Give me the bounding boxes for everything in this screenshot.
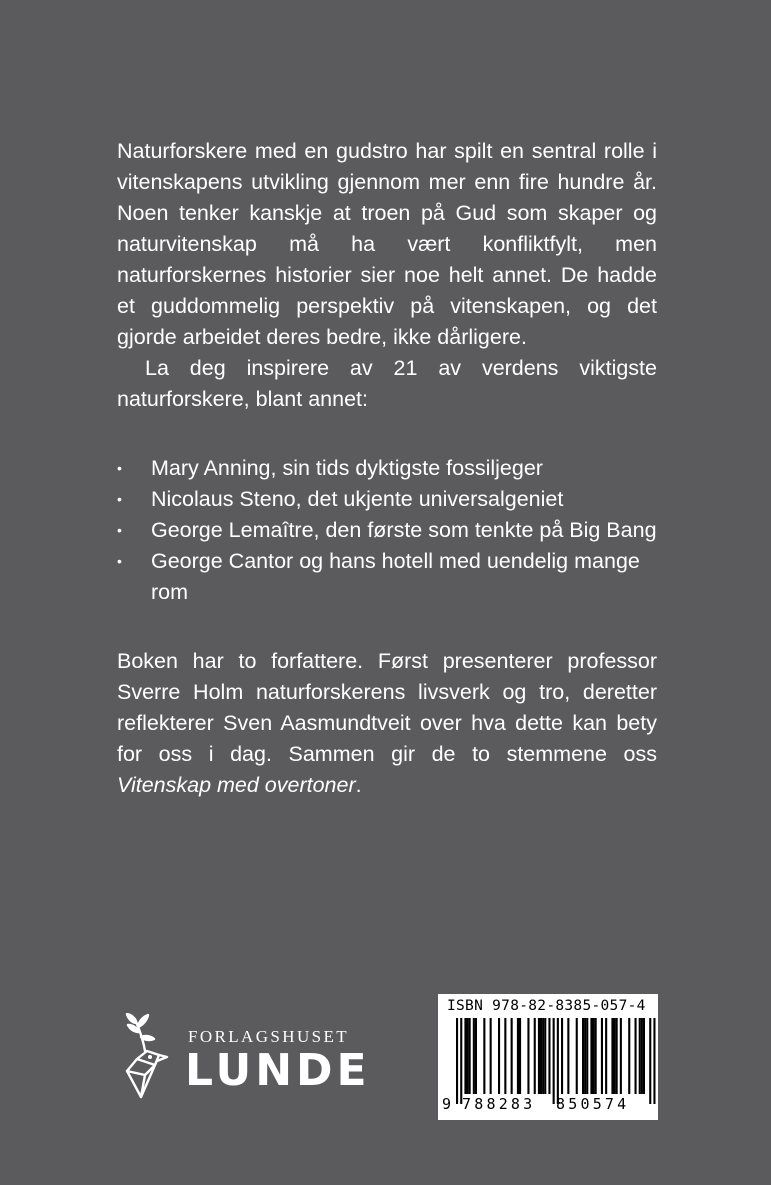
barcode-bar — [576, 1018, 578, 1094]
barcode-bar — [620, 1018, 622, 1094]
barcode-bar — [498, 1018, 500, 1094]
barcode-bar — [584, 1018, 586, 1094]
bullet-icon: • — [117, 460, 122, 476]
barcode-bar — [649, 1018, 651, 1104]
barcode-bar — [553, 1018, 555, 1104]
barcode-bar — [595, 1018, 597, 1094]
barcode-bar — [483, 1018, 485, 1094]
barcode-digit-first: 9 — [442, 1095, 452, 1113]
barcode-bar — [519, 1018, 521, 1094]
barcode-bar — [586, 1018, 588, 1094]
barcode-bar — [464, 1018, 466, 1094]
barcode-bar — [460, 1018, 462, 1104]
barcode-bar — [643, 1018, 645, 1094]
barcode-bar — [611, 1018, 613, 1094]
barcode-bar — [641, 1018, 643, 1094]
barcode-bar — [601, 1018, 603, 1094]
bullet-icon: • — [117, 522, 122, 538]
intro-paragraph: Naturforskere med en gudstro har spilt en sentral rolle i vitenskapens utvikling gjennom mer enn fire hundre år. Noen tenker kanskje at troen på Gud som skaper og naturvitenskap må ha vært konfliktfylt, men naturforskernes historier sier noe helt annet. De hadde et guddommelig perspektiv på vitenskapen, og det gjorde arbeidet deres bedre, ikke dårligere. — [117, 139, 657, 349]
bullet-icon: • — [117, 491, 122, 507]
barcode-bar — [582, 1018, 584, 1094]
back-cover-text — [117, 136, 657, 801]
publisher-logo — [121, 1013, 381, 1103]
book-title: Vitenskap med overtoner — [117, 773, 356, 797]
barcode-bar — [593, 1018, 595, 1094]
barcode-bar — [605, 1018, 607, 1094]
barcode-bar — [653, 1018, 655, 1104]
barcode-digits-right: 850574 — [556, 1095, 630, 1113]
isbn-barcode — [438, 994, 658, 1120]
list-item: • Mary Anning, sin tids dyktigste fossiljeger — [117, 453, 657, 484]
barcode-bar — [557, 1018, 559, 1104]
barcode-bar — [540, 1018, 542, 1094]
barcode-bar — [504, 1018, 506, 1094]
publisher-name-top: FORLAGSHUSET — [188, 1027, 350, 1046]
barcode-bar — [527, 1018, 529, 1094]
barcode-bar — [590, 1018, 592, 1094]
scientist-list — [117, 453, 657, 608]
barcode-bar — [628, 1018, 630, 1094]
barcode-bar — [469, 1018, 471, 1094]
barcode-bar — [548, 1018, 550, 1094]
barcode-bar — [614, 1018, 616, 1094]
bullet-icon: • — [117, 553, 122, 569]
barcode-bar — [475, 1018, 477, 1094]
list-item: • Nicolaus Steno, det ukjente universalgeniet — [117, 484, 657, 515]
barcode-bar — [635, 1018, 637, 1094]
barcode-bar — [561, 1018, 563, 1094]
barcode-bar — [534, 1018, 536, 1094]
barcode-bar — [538, 1018, 540, 1094]
barcode-bar — [616, 1018, 618, 1094]
list-item: • George Lemaître, den første som tenkte på Big Bang — [117, 515, 657, 546]
bird-with-branch-icon — [121, 1013, 177, 1103]
barcode-bar — [456, 1018, 458, 1104]
barcode-bar — [542, 1018, 544, 1094]
barcode-bar — [467, 1018, 469, 1094]
barcode-bar — [490, 1018, 492, 1094]
list-item: • George Cantor og hans hotell med uendelig mange rom — [117, 546, 657, 608]
inspire-paragraph: La deg inspirere av 21 av verdens viktigste naturforskere, blant annet: — [117, 356, 657, 411]
barcode-bar — [639, 1018, 641, 1094]
barcode-digits-left: 788283 — [462, 1095, 536, 1113]
isbn-label: ISBN 978-82-8385-057-4 — [447, 998, 646, 1014]
barcode-bar — [473, 1018, 475, 1094]
barcode-bar — [511, 1018, 513, 1094]
barcode-bar — [517, 1018, 519, 1094]
authors-paragraph: Boken har to forfattere. Først presenterer professor Sverre Holm naturforskerens livsverk og tro, deretter reflekterer Sven Aasmundtveit over hva dette kan bety for oss i dag. Sammen gir de to stemmene oss Vitenskap med overtoner. — [117, 649, 657, 797]
barcode-bar — [567, 1018, 569, 1094]
publisher-name-main: LUNDE — [185, 1045, 371, 1096]
barcode-bar — [544, 1018, 546, 1094]
